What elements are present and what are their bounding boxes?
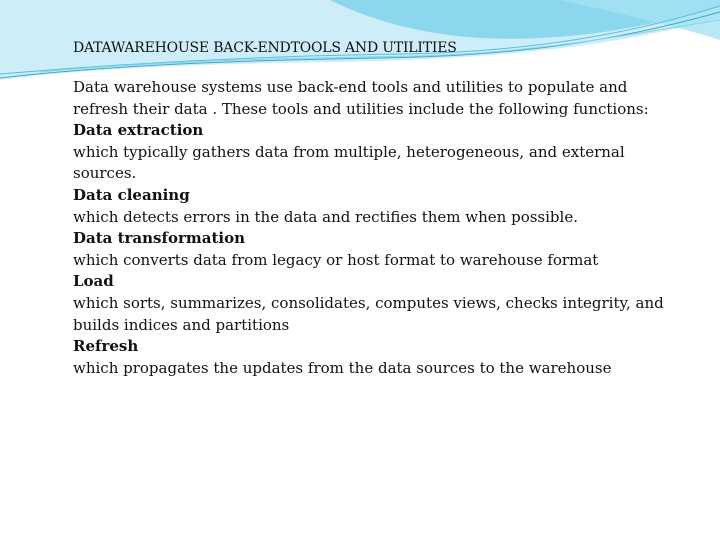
- function-term-load: Load: [73, 272, 114, 291]
- function-term-transformation: Data transformation: [73, 229, 245, 248]
- slide-content: [73, 38, 673, 379]
- slide-title: DATAWAREHOUSE BACK-ENDTOOLS AND UTILITIES: [73, 40, 457, 56]
- function-term-refresh: Refresh: [73, 337, 139, 356]
- function-term-extraction: Data extraction: [73, 121, 204, 140]
- function-description-transformation: which converts data from legacy or host format to warehouse format: [73, 250, 599, 269]
- function-description-cleaning: which detects errors in the data and rectifies them when possible.: [73, 207, 578, 226]
- function-description-load: which sorts, summarizes, consolidates, computes views, checks integrity, and builds indices and partitions: [73, 293, 664, 334]
- function-description-refresh: which propagates the updates from the data sources to the warehouse: [73, 358, 612, 377]
- function-term-cleaning: Data cleaning: [73, 185, 190, 204]
- function-description-extraction: which typically gathers data from multiple, heterogeneous, and external sources.: [73, 142, 625, 183]
- intro-paragraph: Data warehouse systems use back-end tools and utilities to populate and refresh their data . These tools and utilities include the following functions:: [73, 78, 649, 118]
